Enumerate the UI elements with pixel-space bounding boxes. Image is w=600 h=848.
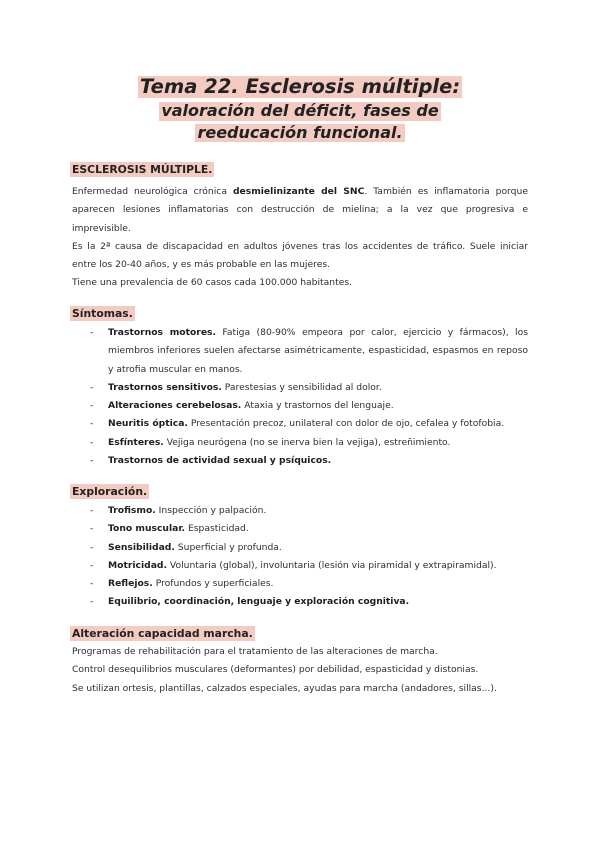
list-item: [72, 434, 528, 452]
dash-bullet: -: [90, 523, 94, 535]
title-line-3: reeducación funcional.: [197, 122, 403, 142]
paragraph-programas: Programas de rehabilitación para el tratamiento de las alteraciones de marcha.: [72, 646, 438, 657]
item-bold: Trastornos motores.: [108, 327, 217, 338]
list-item: [72, 539, 528, 557]
title-line-2: valoración del déficit, fases de: [161, 101, 439, 121]
paragraph-text: Enfermedad neurológica crónica: [72, 186, 233, 197]
item-text: Voluntaria (global), involuntaria (lesión via piramidal y extrapiramidal).: [166, 559, 497, 571]
item-bold: Equilibrio, coordinación, lenguaje y exploración cognitiva.: [108, 596, 410, 608]
section-heading-sintomas: [72, 302, 528, 321]
item-bold: Motricidad.: [108, 559, 167, 571]
section-marcha-body: [72, 643, 528, 698]
item-bold: Alteraciones cerebelosas.: [108, 400, 242, 412]
item-bold: Trastornos sensitivos.: [108, 381, 222, 393]
document-title: [0, 76, 600, 142]
heading-sintomas: Síntomas.: [72, 307, 133, 320]
list-item: [72, 415, 528, 433]
paragraph-control: Control desequilibrios musculares (deformantes) por debilidad, espasticidad y distonias.: [72, 664, 479, 676]
item-text: Inspección y palpación.: [155, 505, 267, 516]
list-item: [72, 575, 528, 593]
list-item: [72, 502, 528, 520]
list-item: [72, 379, 528, 397]
heading-marcha: Alteración capacidad marcha.: [72, 627, 253, 640]
list-item: [72, 593, 528, 611]
item-bold: Trastornos de actividad sexual y psíquicos.: [108, 455, 332, 467]
paragraph-text: . También es inflamatoria porque aparecen lesiones inflamatorias con destrucción de mielina; a la vez que progresiva e imprevisible.: [72, 186, 528, 234]
dash-bullet: -: [90, 418, 94, 430]
section-heading-esclerosis: [72, 158, 528, 177]
list-item: [72, 557, 528, 575]
item-text: Parestesias y sensibilidad al dolor.: [221, 381, 382, 393]
item-bold: Reflejos.: [108, 578, 153, 590]
paragraph-causa: Es la 2ª causa de discapacidad en adultos jóvenes tras los accidentes de tráfico. Suele iniciar entre los 20-40 años, y es más probable en las mujeres.: [72, 240, 528, 271]
dash-bullet: -: [90, 505, 94, 516]
dash-bullet: -: [90, 559, 94, 571]
list-sintomas: [72, 324, 528, 470]
title-line-1: Tema 22. Esclerosis múltiple:: [139, 75, 461, 98]
item-bold: Esfínteres.: [108, 436, 164, 448]
heading-exploracion: Exploración.: [72, 485, 148, 498]
dash-bullet: -: [90, 327, 94, 338]
dash-bullet: -: [90, 455, 94, 467]
dash-bullet: -: [90, 436, 94, 448]
item-bold: Neuritis óptica.: [108, 418, 188, 430]
item-bold: Tono muscular.: [108, 523, 186, 535]
heading-esclerosis: ESCLEROSIS MÚLTIPLE.: [72, 163, 213, 176]
section-esclerosis-body: [72, 183, 528, 293]
list-item: [72, 324, 528, 379]
list-item: [72, 520, 528, 538]
item-text: Profundos y superficiales.: [152, 578, 274, 590]
dash-bullet: -: [90, 400, 94, 412]
paragraph-definition: [72, 183, 528, 238]
item-text: Fatiga (80-90% empeora por calor, ejercicio y fármacos), los miembros inferiores suelen afectarse asimétricamente, espasticidad, espasmos en reposo y atrofia muscular en manos.: [108, 327, 528, 375]
section-heading-marcha: [72, 622, 528, 641]
item-text: Espasticidad.: [185, 523, 249, 535]
item-bold: Sensibilidad.: [108, 541, 175, 553]
list-exploracion: [72, 502, 528, 612]
paragraph-ortesis: Se utilizan ortesis, plantillas, calzados especiales, ayudas para marcha (andadores, sillas...).: [72, 682, 497, 694]
section-heading-exploracion: [72, 480, 528, 499]
dash-bullet: -: [90, 596, 94, 608]
item-text: Presentación precoz, unilateral con dolor de ojo, cefalea y fotofobia.: [187, 418, 505, 430]
dash-bullet: -: [90, 381, 94, 393]
item-text: Superficial y profunda.: [174, 541, 282, 553]
dash-bullet: -: [90, 578, 94, 590]
item-text: Vejiga neurógena (no se inerva bien la vejiga), estreñimiento.: [163, 436, 451, 448]
dash-bullet: -: [90, 541, 94, 553]
paragraph-bold: desmielinizante del SNC: [232, 186, 365, 197]
list-item: [72, 452, 528, 470]
paragraph-prevalencia: Tiene una prevalencia de 60 casos cada 100.000 habitantes.: [72, 277, 353, 289]
list-item: [72, 397, 528, 415]
item-text: Ataxia y trastornos del lenguaje.: [241, 400, 394, 412]
item-bold: Trofismo.: [108, 505, 156, 516]
